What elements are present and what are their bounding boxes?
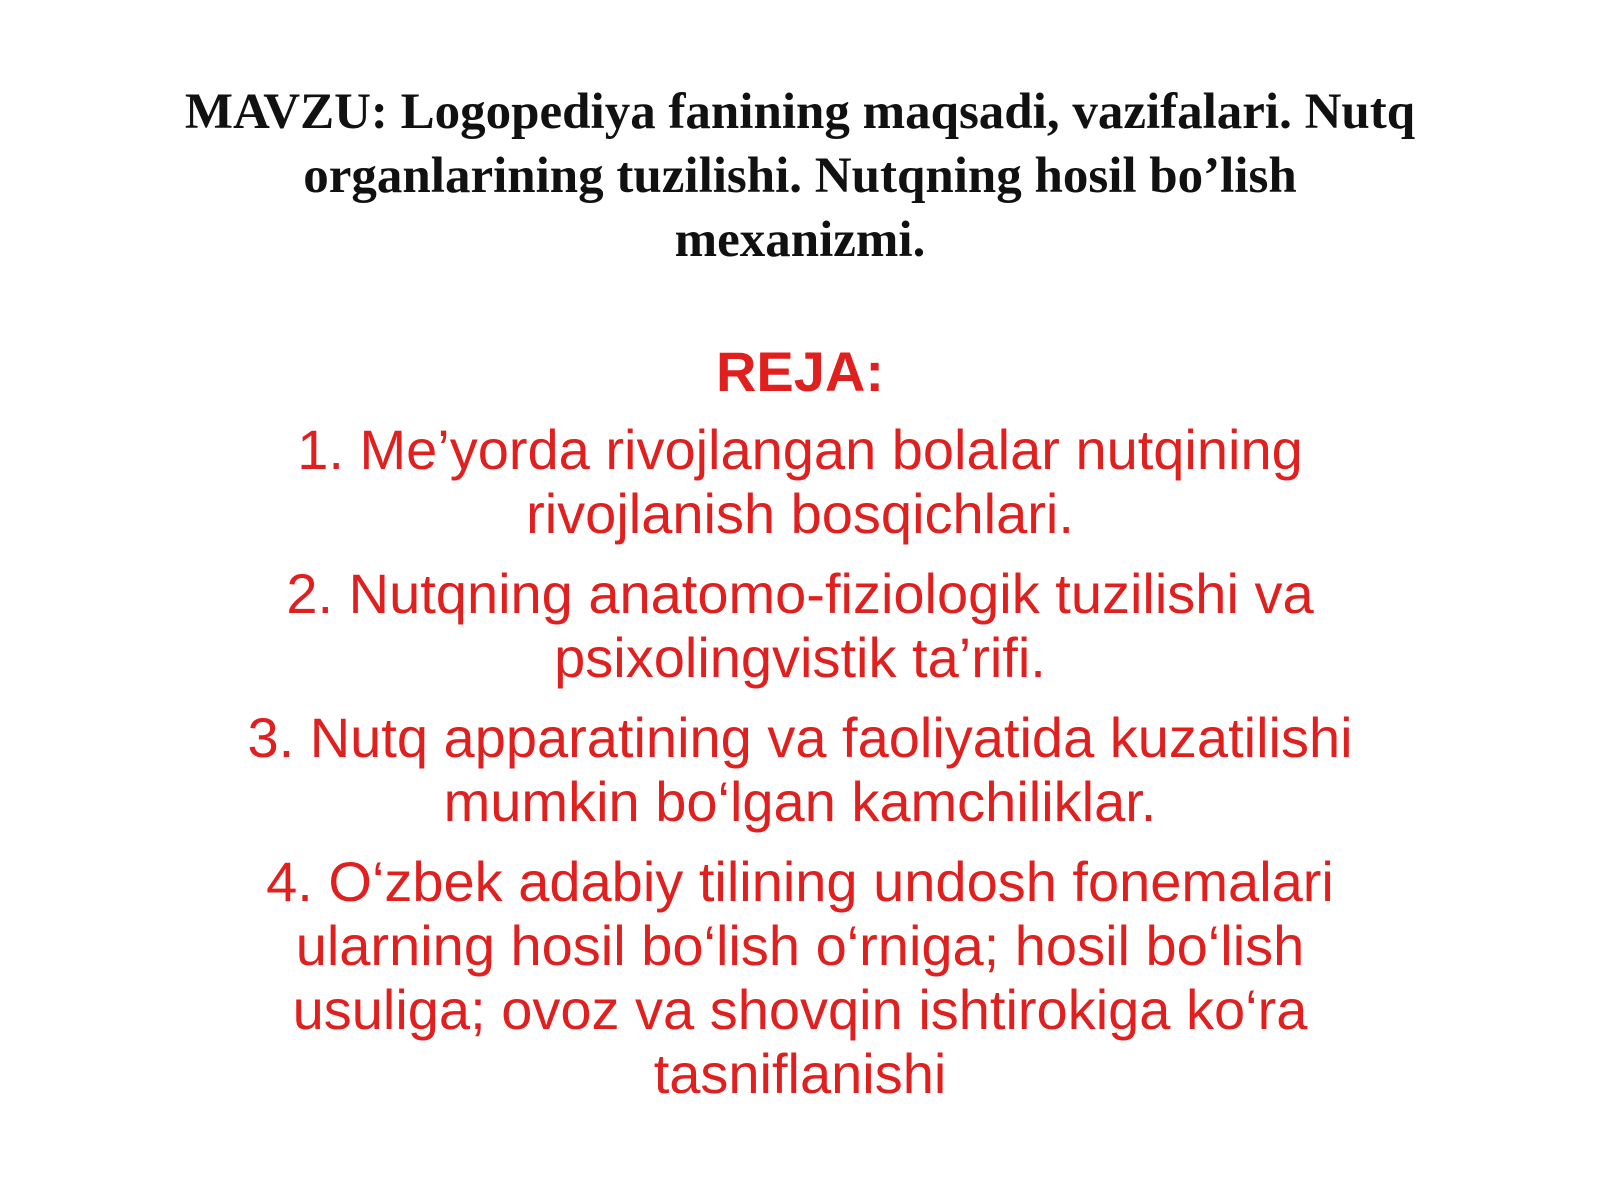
slide-title: MAVZU: Logopediya fanining maqsadi, vazifalari. Nutq organlarining tuzilishi. Nutqning hosil bo’lish mexanizmi. [184, 84, 1416, 268]
plan-section [150, 340, 1450, 1122]
plan-item-3: 3. Nutq apparatining va faoliyatida kuzatilishi mumkin bo‘lgan kamchiliklar. [247, 706, 1353, 833]
plan-heading: REJA: [715, 340, 885, 403]
plan-list [150, 418, 1450, 1106]
plan-item-4: 4. O‘zbek adabiy tilining undosh fonemalari ularning hosil bo‘lish o‘rniga; hosil bo‘lish usuliga; ovoz va shovqin ishtirokiga ko‘ra tasniflanishi [266, 850, 1334, 1105]
plan-item-2: 2. Nutqning anatomo-fiziologik tuzilishi va psixolingvistik ta’rifi. [286, 562, 1314, 689]
plan-item-1: 1. Me’yorda rivojlangan bolalar nutqining rivojlanish bosqichlari. [297, 418, 1303, 545]
